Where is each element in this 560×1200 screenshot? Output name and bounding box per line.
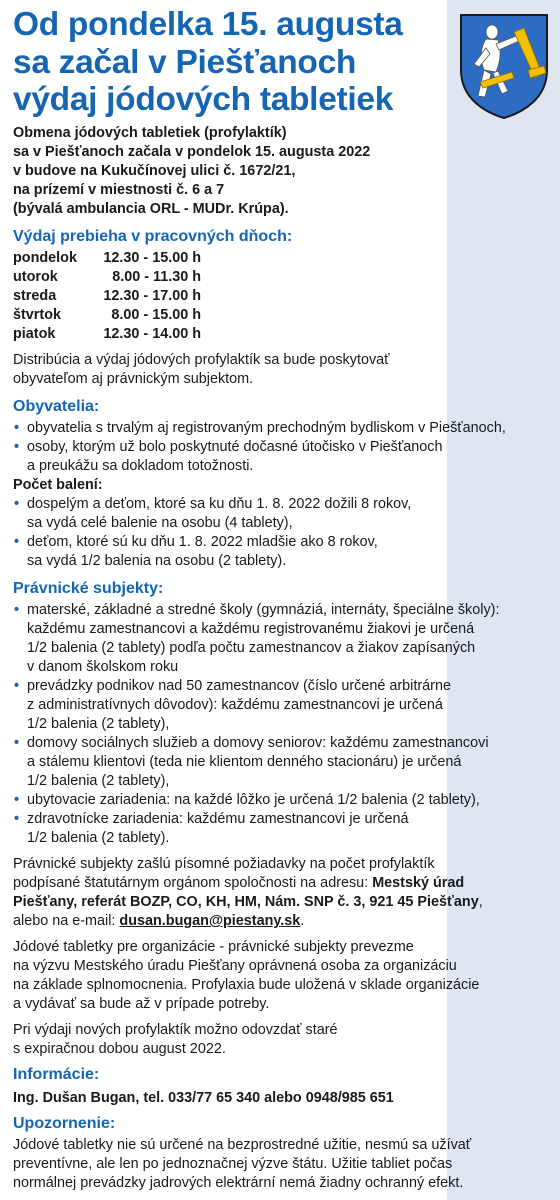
bullet-icon: • [14,439,20,455]
list-item: • materské, základné a stredné školy (gymnáziá, internáty, špeciálne školy): každému zamestnancovi a každému registrovanému žiakovi je určená 1/2 balenia (2 tablety) podľa počtu zamestnancov a žiakov zapísaných v danom školskom roku [14,602,500,675]
email-link[interactable]: dusan.bugan@piestany.sk [119,913,301,929]
bullet-icon: • [14,534,20,550]
request-paragraph: Právnické subjekty zašlú písomné požiadavky na počet profylaktík podpísané štatutárnym orgánom spoločnosti na adresu: Mestský úrad Piešťany, referát BOZP, CO, KH, HM, Nám. SNP č. 3, 921 45 Piešťany, alebo na e-mail: dusan.bugan@piestany.sk. [13,856,483,929]
schedule-day: štvrtok [13,307,61,323]
intro-line: sa v Piešťanoch začala v pondelok 15. augusta 2022 [13,144,371,160]
exchange-paragraph: Pri výdaji nových profylaktík možno odovzdať staré s expiračnou dobou august 2022. [13,1022,338,1057]
list-item: • zdravotnícke zariadenia: každému zamestnancovi je určená 1/2 balenia (2 tablety). [14,811,409,846]
warning-heading: Upozornenie: [13,1115,116,1132]
warning-text: Jódové tabletky nie sú určené na bezprostredné užitie, nesmú sa užívať preventívne, ale len po jednoznačnej výzve štátu. Užitie tabliet počas normálnej prevádzky jadrových elektrární nemá žiadny ochranný efekt. [13,1137,472,1191]
list-item: • dospelým a deťom, ktoré sa ku dňu 1. 8. 2022 dožili 8 rokov, sa vydá celé balenie na osobu (4 tablety), [14,496,412,531]
schedule-day: streda [13,288,57,304]
schedule-row [13,325,201,344]
bullet-icon: • [14,811,20,827]
schedule-time: 12.30 - 15.00 h [103,250,201,266]
legal-entities-heading: Právnické subjekty: [13,580,164,597]
list-item: • osoby, ktorým už bolo poskytnuté dočasné útočisko v Piešťanoch a preukážu sa dokladom totožnosti. [14,439,443,474]
schedule-time: 12.30 - 17.00 h [103,288,201,304]
headline-line: sa začal v Piešťanoch [13,43,357,81]
list-item: • prevádzky podnikov nad 50 zamestnancov (číslo určené arbitrárne z administratívnych dôvodov): každému zamestnancovi je určená 1/2 balenia (2 tablety), [14,678,451,732]
schedule-day: piatok [13,326,56,342]
schedule-day: utorok [13,269,58,285]
address: Mestský úrad [372,875,465,891]
intro-line: (bývalá ambulancia ORL - MUDr. Krúpa). [13,201,289,217]
schedule-table [13,249,201,344]
headline-line: výdaj jódových tabletiek [13,81,394,118]
list-item: • domovy sociálnych služieb a domovy seniorov: každému zamestnancovi a stálemu klientovi (teda nie klientom denného stacionáru) je určená 1/2 balenia (2 tablety), [14,735,489,789]
schedule-time: 8.00 - 15.00 h [111,307,201,323]
intro-line: Obmena jódových tabletiek (profylaktík) [13,125,287,141]
intro [13,124,548,219]
bullet-icon: • [14,602,20,618]
distribution-line: Distribúcia a výdaj jódových profylaktík sa bude poskytovať [13,352,390,368]
schedule-day: pondelok [13,250,77,266]
schedule-time: 8.00 - 11.30 h [112,269,201,285]
bullet-icon: • [14,678,20,694]
organizations-paragraph: Jódové tabletky pre organizácie - právnické subjekty prevezme na výzvu Mestského úradu Piešťany oprávnená osoba za organizáciu na základe splnomocnenia. Profylaxia bude uložená v sklade organizácie a vydávať sa bude až v prípade potreby. [13,939,480,1012]
distribution-line: obyvateľom aj právnickým subjektom. [13,371,254,387]
coat-of-arms-icon [458,12,550,120]
info-heading: Informácie: [13,1066,100,1083]
intro-line: na prízemí v miestnosti č. 6 a 7 [13,182,225,198]
schedule-time: 12.30 - 14.00 h [103,326,201,342]
schedule-row [13,268,201,287]
intro-line: v budove na Kukučínovej ulici č. 1672/21, [13,163,296,179]
schedule-row [13,306,201,325]
headline [13,6,443,119]
packs-heading: Počet balení: [13,477,103,493]
residents-list [13,419,548,476]
distribution-note [13,351,548,389]
legal-entities-list [13,601,548,848]
bullet-icon: • [14,496,20,512]
residents-heading: Obyvatelia: [13,398,100,415]
bullet-icon: • [14,792,20,808]
packs-list [13,495,548,571]
main-content [13,124,548,1193]
bullet-icon: • [14,420,20,436]
list-item: • deťom, ktoré sú ku dňu 1. 8. 2022 mladšie ako 8 rokov, sa vydá 1/2 balenia na osobu (2 tablety). [14,534,378,569]
contact-line: Ing. Dušan Bugan, tel. 033/77 65 340 alebo 0948/985 651 [13,1090,394,1106]
address: Piešťany, referát BOZP, CO, KH, HM, Nám. SNP č. 3, 921 45 Piešťany [13,894,479,910]
list-item: • obyvatelia s trvalým aj registrovaným prechodným bydliskom v Piešťanoch, [14,420,506,436]
list-item: • ubytovacie zariadenia: na každé lôžko je určená 1/2 balenia (2 tablety), [14,792,480,808]
schedule-row [13,287,201,306]
schedule-heading: Výdaj prebieha v pracovných dňoch: [13,228,293,245]
bullet-icon: • [14,735,20,751]
schedule-row [13,249,201,268]
headline-line: Od pondelka 15. augusta [13,6,403,43]
